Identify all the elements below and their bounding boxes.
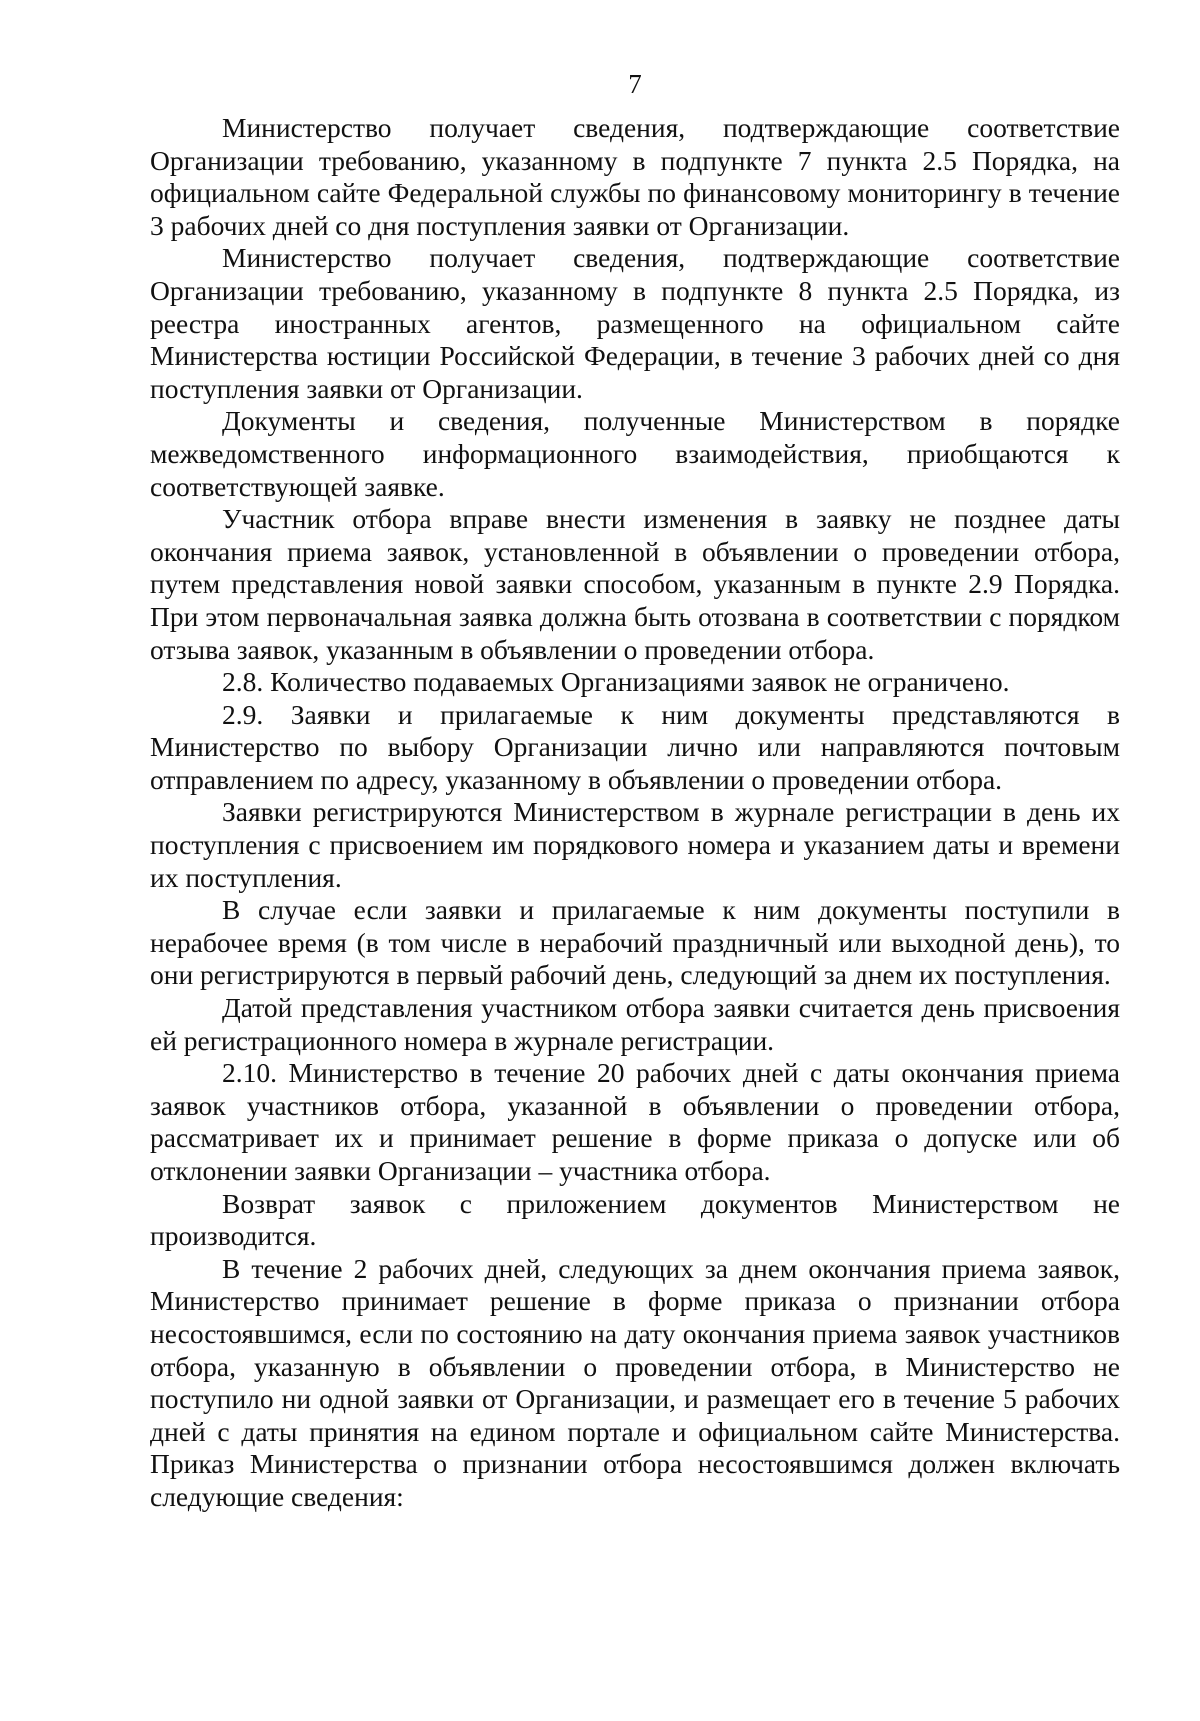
paragraph: В течение 2 рабочих дней, следующих за днем окончания приема заявок, Министерство принимает решение в форме приказа о признании отбора несостоявшимся, если по состоянию на дату окончания приема заявок участников отбора, указанную в объявлении о проведении отбора, в Министерство не поступило ни одной заявки от Организации, и размещает его в течение 5 рабочих дней с даты принятия на едином портале и официальном сайте Министерства. Приказ Министерства о признании отбора несостоявшимся должен включать следующие сведения: [150,1252,1120,1512]
paragraph: Участник отбора вправе внести изменения в заявку не позднее даты окончания приема заявок, установленной в объявлении о проведении отбора, путем представления новой заявки способом, указанным в пункте 2.9 Порядка. При этом первоначальная заявка должна быть отозвана в соответствии с порядком отзыва заявок, указанным в объявлении о проведении отбора. [150,503,1120,665]
page-number: 7 [628,69,642,99]
paragraph: В случае если заявки и прилагаемые к ним документы поступили в нерабочее время (в том числе в нерабочий праздничный или выходной день), то они регистрируются в первый рабочий день, следующий за днем их поступления. [150,894,1120,991]
paragraph: Министерство получает сведения, подтверждающие соответствие Организации требованию, указанному в подпункте 7 пункта 2.5 Порядка, на официальном сайте Федеральной службы по финансовому мониторингу в течение 3 рабочих дней со дня поступления заявки от Организации. [150,112,1120,241]
paragraph-2-9: 2.9. Заявки и прилагаемые к ним документы представляются в Министерство по выбору Организации лично или направляются почтовым отправлением по адресу, указанному в объявлении о проведении отбора. [150,698,1120,795]
paragraph: Возврат заявок с приложением документов Министерством не производится. [150,1187,1120,1252]
paragraph: Заявки регистрируются Министерством в журнале регистрации в день их поступления с присвоением им порядкового номера и указанием даты и времени их поступления. [150,796,1120,893]
paragraph: Документы и сведения, полученные Министерством в порядке межведомственного информационного взаимодействия, приобщаются к соответствующей заявке. [150,405,1120,502]
paragraph: Датой представления участником отбора заявки считается день присвоения ей регистрационного номера в журнале регистрации. [150,992,1120,1056]
paragraph-2-8: 2.8. Количество подаваемых Организациями заявок не ограничено. [222,666,1010,698]
document-body [150,112,1120,1514]
paragraph: Министерство получает сведения, подтверждающие соответствие Организации требованию, указанному в подпункте 8 пункта 2.5 Порядка, из реестра иностранных агентов, размещенного на официальном сайте Министерства юстиции Российской Федерации, в течение 3 рабочих дней со дня поступления заявки от Организации. [150,242,1120,404]
paragraph-2-10: 2.10. Министерство в течение 20 рабочих дней с даты окончания приема заявок участников отбора, указанной в объявлении о проведении отбора, рассматривает их и принимает решение в форме приказа о допуске или об отклонении заявки Организации – участника отбора. [150,1057,1120,1186]
